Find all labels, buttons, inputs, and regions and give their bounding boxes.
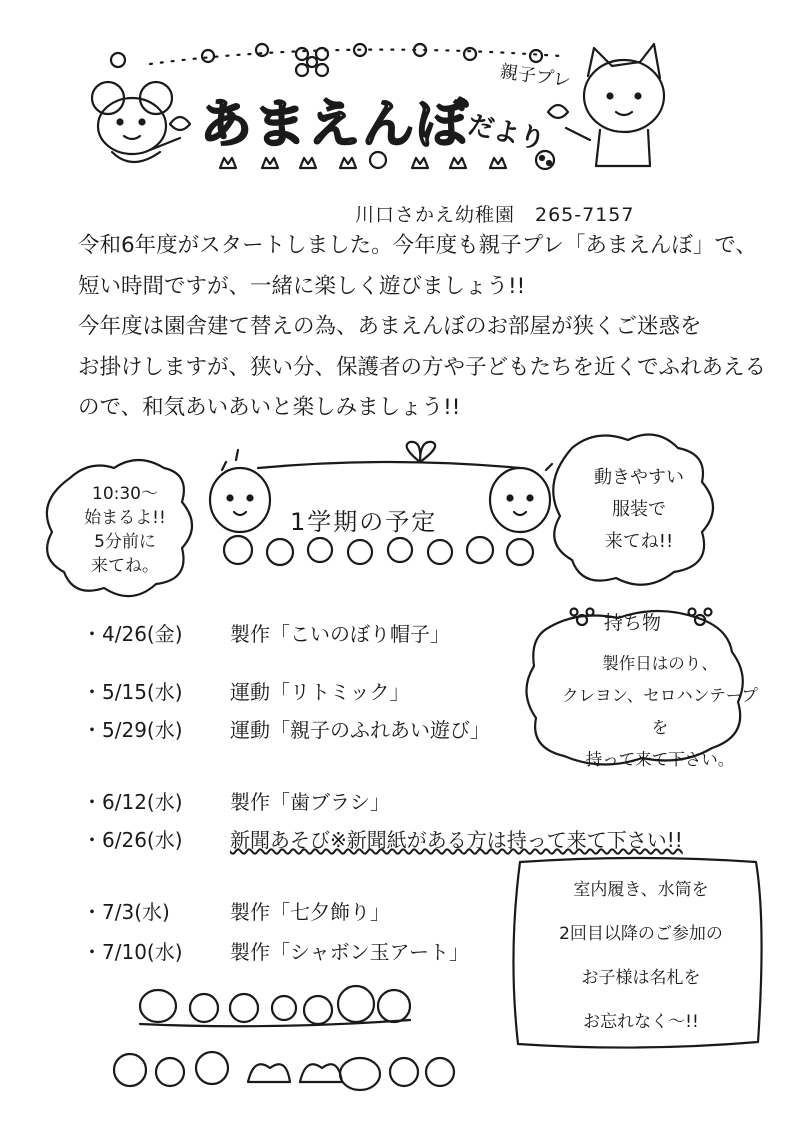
schedule-date: 7/10(水) xyxy=(102,940,183,964)
belongings-title: 持ち物 xyxy=(604,612,662,634)
belongings-line: 製作日はのり、 xyxy=(602,654,718,673)
schedule-date: 6/12(水) xyxy=(102,790,183,814)
intro-text xyxy=(78,226,778,429)
bullet: ・ xyxy=(82,828,102,852)
reminder-line: お子様は名札を xyxy=(581,968,701,988)
bubble-line: 来てね!! xyxy=(604,531,674,552)
bullet: ・ xyxy=(82,680,102,704)
header-garland xyxy=(111,44,560,67)
program-label: 親子プレ xyxy=(498,61,573,92)
reminder-line: 2回目以降のご参加の xyxy=(559,924,723,944)
schedule-event: 運動「親子のふれあい遊び」 xyxy=(230,718,490,742)
schedule-event: 製作「歯ブラシ」 xyxy=(230,790,390,814)
bubble-line: 始まるよ!! xyxy=(84,508,166,528)
schedule-item xyxy=(82,824,722,854)
belongings-line: クレヨン、セロハンテープを xyxy=(562,686,758,737)
schedule-event: 製作「こいのぼり帽子」 xyxy=(230,622,450,646)
bullet: ・ xyxy=(82,940,102,964)
schedule-date: 7/3(水) xyxy=(102,900,170,924)
newsletter-title: あまえんぼ xyxy=(200,94,471,155)
schedule-item xyxy=(82,936,502,966)
intro-line: 令和6年度がスタートしました。今年度も親子プレ「あまえんぼ」で、 xyxy=(78,233,757,258)
bubble-right-text xyxy=(574,462,704,558)
schedule-date: 4/26(金) xyxy=(102,622,183,646)
bullet: ・ xyxy=(82,900,102,924)
bubble-line: 来てね。 xyxy=(91,556,159,576)
intro-line: 今年度は園舎建て替えの為、あまえんぼのお部屋が狭くご迷惑を xyxy=(78,314,702,339)
intro-line: お掛けしますが、狭い分、保護者の方や子どもたちを近くでふれあえる xyxy=(78,354,767,380)
flower-icon xyxy=(296,48,328,76)
schedule-date: 5/15(水) xyxy=(102,680,183,704)
intro-line: ので、和気あいあいと楽しみましょう!! xyxy=(78,395,461,420)
bubble-left-text xyxy=(70,482,180,578)
bubble-line: 服装で xyxy=(612,499,666,520)
schedule-event: 製作「七夕飾り」 xyxy=(230,900,390,924)
bubble-line: 動きやすい xyxy=(594,467,684,488)
schedule-event: 新聞あそび※新聞紙がある方は持って来て下さい!! xyxy=(230,828,683,852)
cat-icon xyxy=(548,44,664,166)
schedule-date: 5/29(水) xyxy=(102,718,183,742)
belongings-text xyxy=(560,648,760,776)
reminder-line: お忘れなく～!! xyxy=(583,1012,699,1032)
reminder-line: 室内履き、水筒を xyxy=(573,880,709,900)
reminder-text xyxy=(516,868,766,1044)
intro-line: 短い時間ですが、一緒に楽しく遊びましょう!! xyxy=(78,273,526,299)
bubble-line: 5分前に xyxy=(94,532,156,552)
newsletter-title-suffix: だより xyxy=(465,110,548,156)
schedule-event: 運動「リトミック」 xyxy=(230,680,410,704)
mouse-icon xyxy=(92,82,190,162)
schedule-event: 製作「シャボン玉アート」 xyxy=(230,940,469,964)
bubble-line: 10:30～ xyxy=(92,484,158,504)
schedule-item xyxy=(82,786,722,816)
term-schedule-title: 1学期の予定 xyxy=(290,508,438,536)
bottom-garland xyxy=(114,986,454,1090)
bullet: ・ xyxy=(82,718,102,742)
bullet: ・ xyxy=(82,622,102,646)
schedule-date: 6/26(水) xyxy=(102,828,183,852)
belongings-line: 持って来て下さい。 xyxy=(585,750,735,769)
bullet: ・ xyxy=(82,790,102,814)
school-line: 川口さかえ幼稚園 265-7157 xyxy=(355,204,635,226)
